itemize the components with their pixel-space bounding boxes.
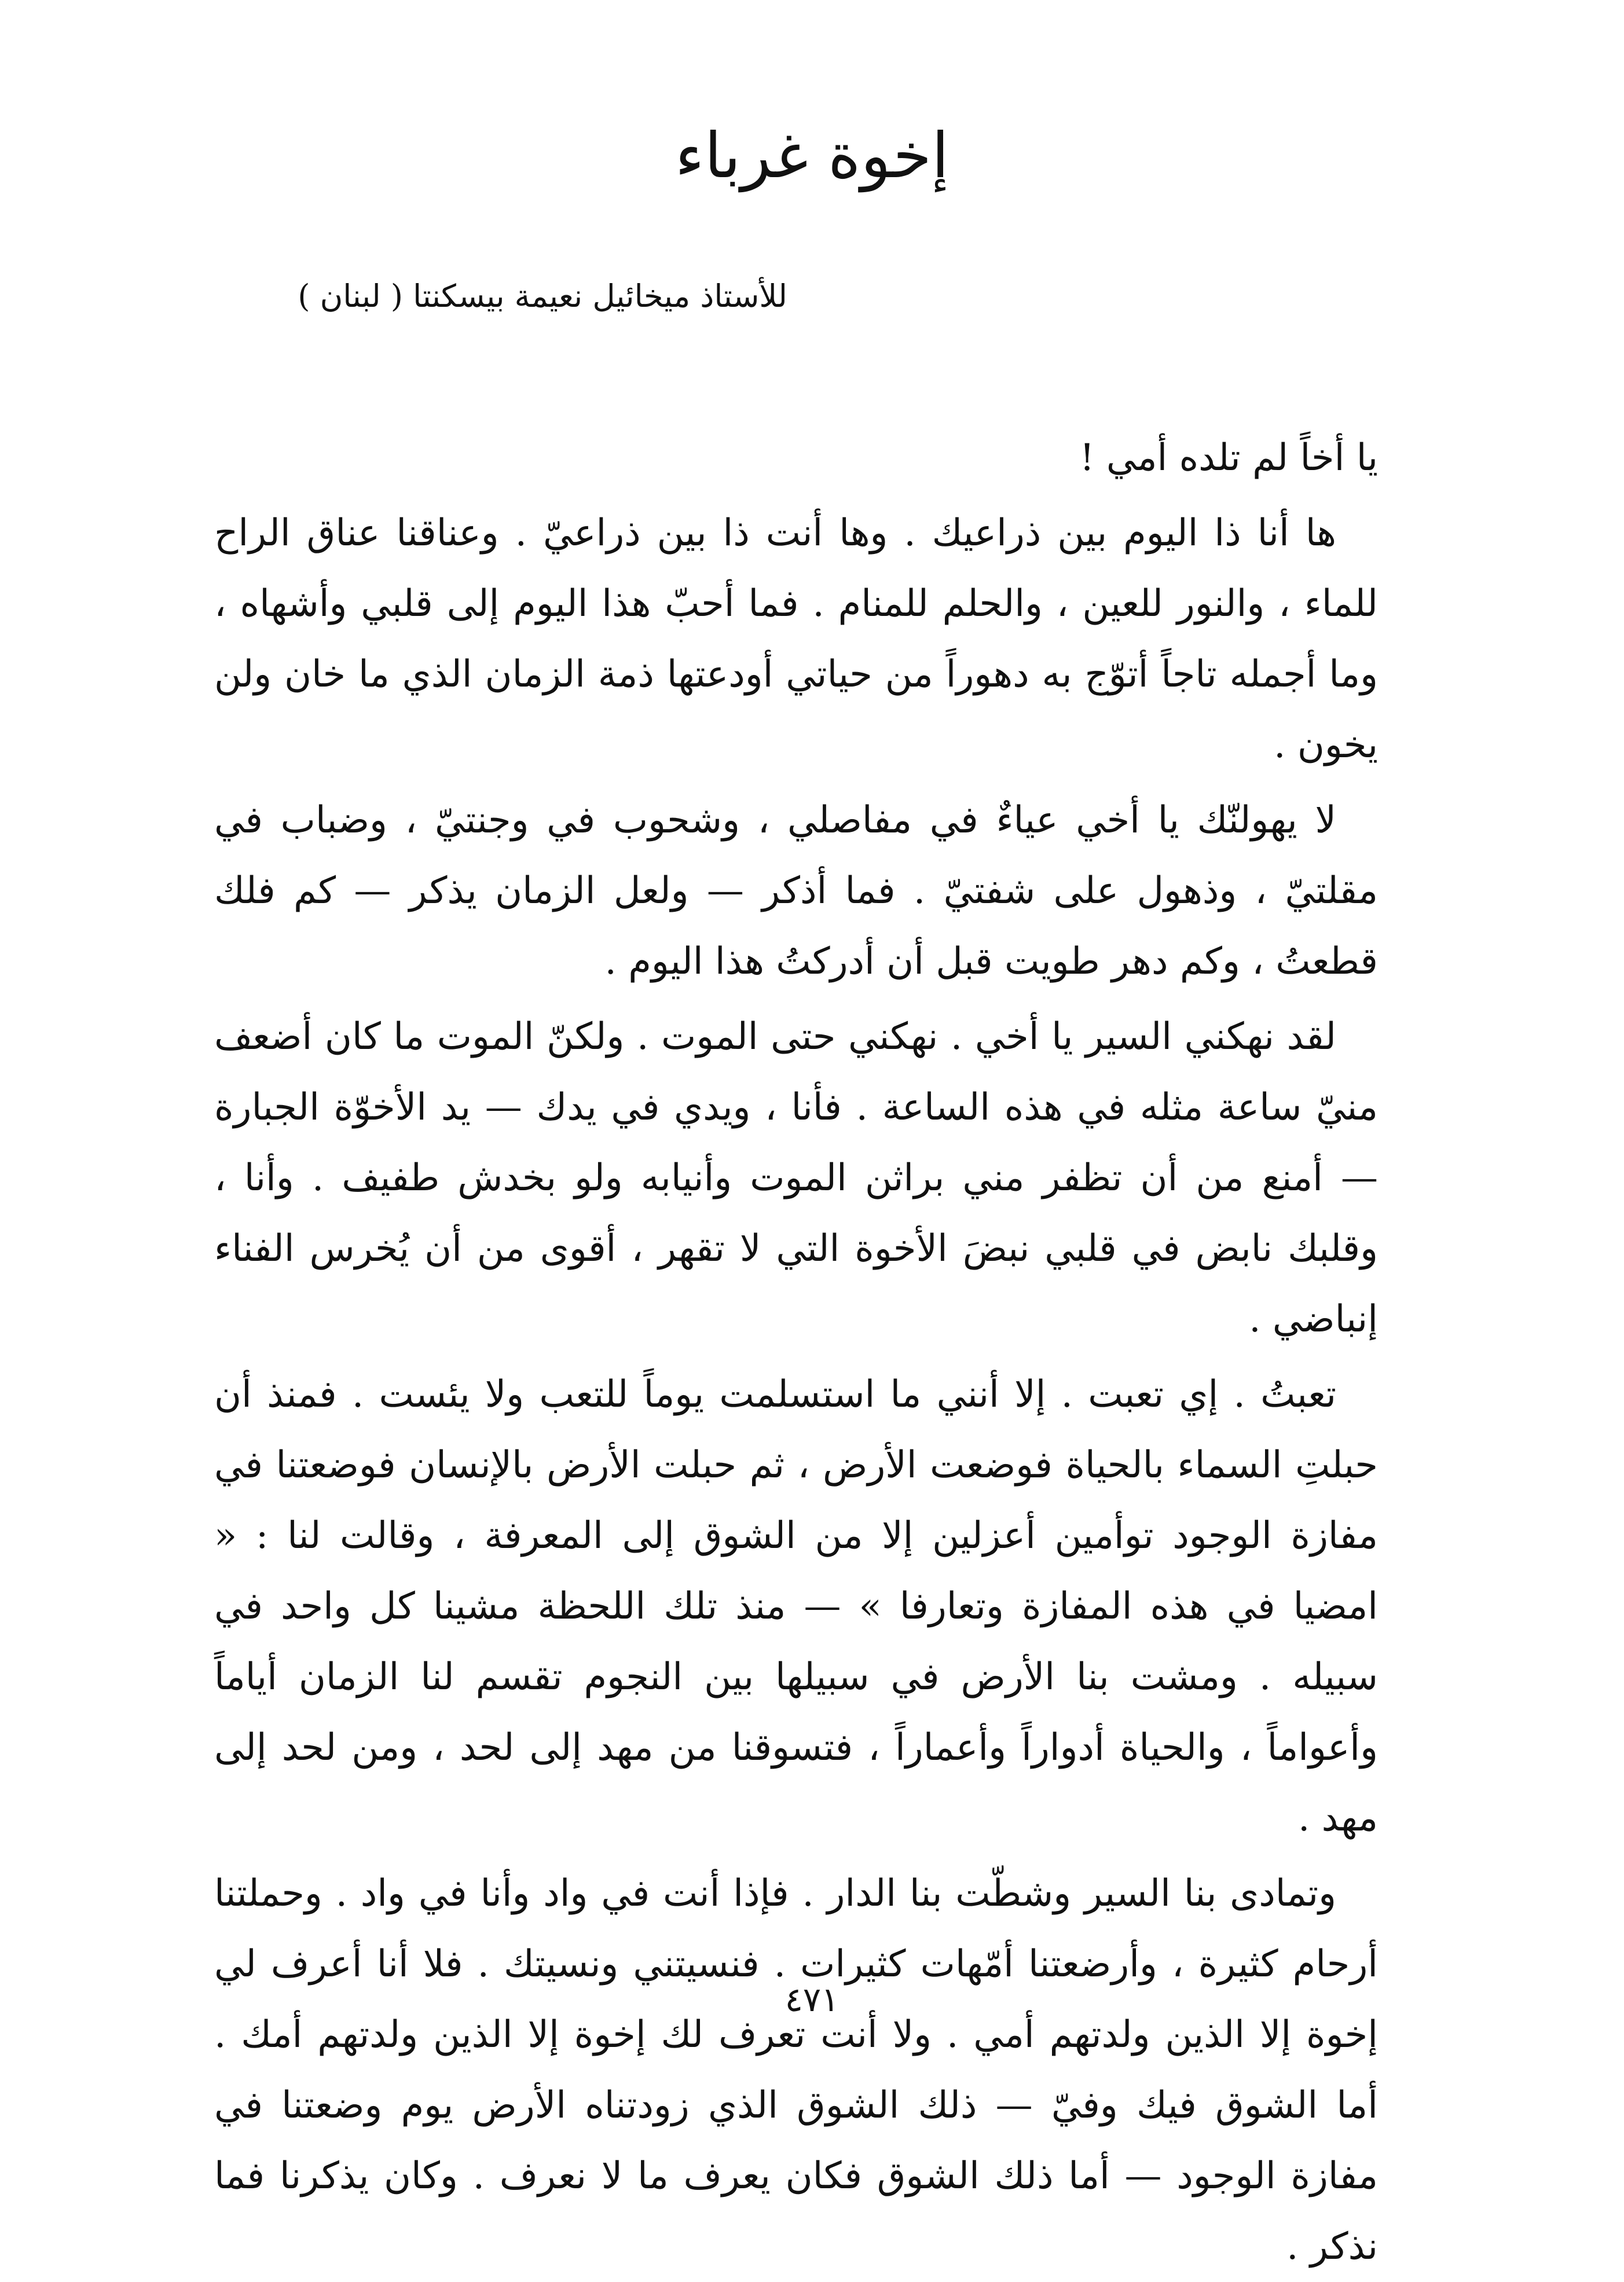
paragraph-1: ها أنا ذا اليوم بين ذراعيك . وها أنت ذا بين ذراعيّ . وعناقنا عناق الراح للماء ، والنور للعين ، والحلم للمنام . فما أحبّ هذا اليوم إلى قلبي وأشهاه ، وما أجمله تاجاً أتوّج به دهوراً من حياتي أودعتها ذمة الزمان الذي ما خان ولن يخون .: [214, 512, 1378, 766]
paragraph-5: وتمادى بنا السير وشطّت بنا الدار . فإذا أنت في واد وأنا في واد . وحملتنا أرحام كثيرة ، وأرضعتنا أمّهات كثيرات . فنسيتني ونسيتك . فلا أنا أعرف لي إخوة إلا الذين ولدتهم أمي . ولا أنت تعرف لك إخوة إلا الذين ولدتهم أمك . أما الشوق فيك وفيّ — ذلك الشوق الذي زودتناه الأرض يوم وضعتنا في مفازة الوجود — أما ذلك الشوق فكان يعرف ما لا نعرف . وكان يذكرنا فما نذكر .: [214, 1872, 1379, 2268]
paragraph-2: لا يهولنّك يا أخي عياءٌ في مفاصلي ، وشحوب في وجنتيّ ، وضباب في مقلتيّ ، وذهول على شفتيّ . فما أذكر — ولعل الزمان يذكر — كم فلك قطعتُ ، وكم دهر طويت قبل أن أدركتُ هذا اليوم .: [214, 799, 1378, 983]
article-title: إخوة غرباء: [674, 120, 950, 192]
author-byline: للأستاذ ميخائيل نعيمة بيسكنتا ( لبنان ): [298, 278, 787, 314]
paragraph-3: لقد نهكني السير يا أخي . نهكني حتى الموت . ولكنّ الموت ما كان أضعف منيّ ساعة مثله في هذه الساعة . فأنا ، ويدي في يدك — يد الأخوّة الجبارة — أمنع من أن تظفر مني براثن الموت وأنيابه ولو بخدش طفيف . وأنا ، وقلبك نابض في قلبي نبضَ الأخوة التي لا تقهر ، أقوى من أن يُخرس الفناء إنباضي .: [214, 1015, 1379, 1341]
paragraph-4: تعبتُ . إي تعبت . إلا أنني ما استسلمت يوماً للتعب ولا يئست . فمنذ أن حبلتِ السماء بالحياة فوضعت الأرض ، ثم حبلت الأرض بالإنسان فوضعتنا في مفازة الوجود توأمين أعزلين إلا من الشوق إلى المعرفة ، وقالت لنا : « امضيا في هذه المفازة وتعارفا » — منذ تلك اللحظة مشينا كل واحد في سبيله . ومشت بنا الأرض في سبيلها بين النجوم تقسم لنا الزمان أياماً وأعواماً ، والحياة أدواراً وأعماراً ، فتسوقنا من مهد إلى لحد ، ومن لحد إلى مهد .: [214, 1373, 1379, 1840]
page-number: ٤٧١: [784, 1980, 840, 2019]
opening-line: يا أخاً لم تلده أمي !: [1079, 436, 1378, 479]
